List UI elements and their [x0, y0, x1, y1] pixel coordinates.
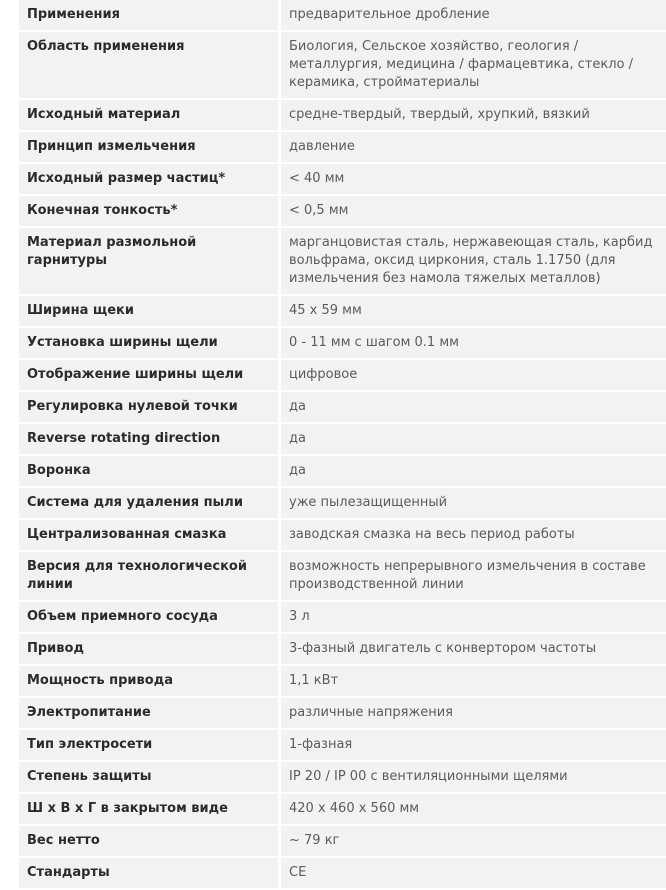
spec-label: Исходный материал	[19, 100, 278, 130]
spec-value: давление	[281, 132, 666, 162]
spec-value: 420 x 460 x 560 мм	[281, 794, 666, 824]
spec-label: Установка ширины щели	[19, 328, 278, 358]
spec-label: Тип электросети	[19, 730, 278, 760]
spec-label: Конечная тонкость*	[19, 196, 278, 226]
spec-value: заводская смазка на весь период работы	[281, 520, 666, 550]
spec-label: Ширина щеки	[19, 296, 278, 326]
table-row	[19, 392, 666, 422]
spec-value: 1-фазная	[281, 730, 666, 760]
specifications-table	[16, 0, 666, 890]
spec-label: Reverse rotating direction	[19, 424, 278, 454]
table-row	[19, 132, 666, 162]
table-row	[19, 762, 666, 792]
spec-label: Электропитание	[19, 698, 278, 728]
spec-value: CE	[281, 858, 666, 888]
spec-label: Система для удаления пыли	[19, 488, 278, 518]
spec-label: Версия для технологической линии	[19, 552, 278, 600]
table-row	[19, 456, 666, 486]
table-row	[19, 0, 666, 30]
table-row	[19, 328, 666, 358]
table-row	[19, 228, 666, 294]
spec-value: да	[281, 392, 666, 422]
table-row	[19, 196, 666, 226]
spec-value: предварительное дробление	[281, 0, 666, 30]
spec-label: Область применения	[19, 32, 278, 98]
table-row	[19, 698, 666, 728]
spec-value: IP 20 / IP 00 с вентиляционными щелями	[281, 762, 666, 792]
spec-value: 3 л	[281, 602, 666, 632]
table-row	[19, 100, 666, 130]
table-row	[19, 488, 666, 518]
table-row	[19, 794, 666, 824]
spec-value: да	[281, 456, 666, 486]
spec-label: Применения	[19, 0, 278, 30]
table-row	[19, 666, 666, 696]
spec-value: уже пылезащищенный	[281, 488, 666, 518]
spec-label: Исходный размер частиц*	[19, 164, 278, 194]
spec-value: 3-фазный двигатель с конвертором частоты	[281, 634, 666, 664]
spec-label: Отображение ширины щели	[19, 360, 278, 390]
table-row	[19, 32, 666, 98]
spec-value: цифровое	[281, 360, 666, 390]
spec-label: Регулировка нулевой точки	[19, 392, 278, 422]
spec-value: ~ 79 кг	[281, 826, 666, 856]
spec-value: < 0,5 мм	[281, 196, 666, 226]
spec-label: Материал размольной гарнитуры	[19, 228, 278, 294]
table-row	[19, 360, 666, 390]
specifications-body	[19, 0, 666, 888]
table-row	[19, 602, 666, 632]
spec-value: да	[281, 424, 666, 454]
spec-label: Мощность привода	[19, 666, 278, 696]
spec-label: Централизованная смазка	[19, 520, 278, 550]
spec-value: Биология, Сельское хозяйство, геология / металлургия, медицина / фармацевтика, стекло / керамика, стройматериалы	[281, 32, 666, 98]
spec-label: Степень защиты	[19, 762, 278, 792]
spec-value: средне-твердый, твердый, хрупкий, вязкий	[281, 100, 666, 130]
spec-value: 0 - 11 мм с шагом 0.1 мм	[281, 328, 666, 358]
spec-label: Вес нетто	[19, 826, 278, 856]
spec-label: Принцип измельчения	[19, 132, 278, 162]
spec-value: 1,1 кВт	[281, 666, 666, 696]
table-row	[19, 826, 666, 856]
table-row	[19, 164, 666, 194]
spec-value: 45 x 59 мм	[281, 296, 666, 326]
table-row	[19, 296, 666, 326]
spec-value: < 40 мм	[281, 164, 666, 194]
spec-value: возможность непрерывного измельчения в составе производственной линии	[281, 552, 666, 600]
table-row	[19, 552, 666, 600]
table-row	[19, 424, 666, 454]
spec-label: Привод	[19, 634, 278, 664]
table-row	[19, 634, 666, 664]
spec-label: Ш х В х Г в закрытом виде	[19, 794, 278, 824]
spec-value: марганцовистая сталь, нержавеющая сталь, карбид вольфрама, оксид циркония, сталь 1.1750 (для измельчения без намола тяжелых металлов)	[281, 228, 666, 294]
table-row	[19, 520, 666, 550]
spec-label: Стандарты	[19, 858, 278, 888]
table-row	[19, 730, 666, 760]
spec-value: различные напряжения	[281, 698, 666, 728]
spec-label: Объем приемного сосуда	[19, 602, 278, 632]
spec-label: Воронка	[19, 456, 278, 486]
table-row	[19, 858, 666, 888]
